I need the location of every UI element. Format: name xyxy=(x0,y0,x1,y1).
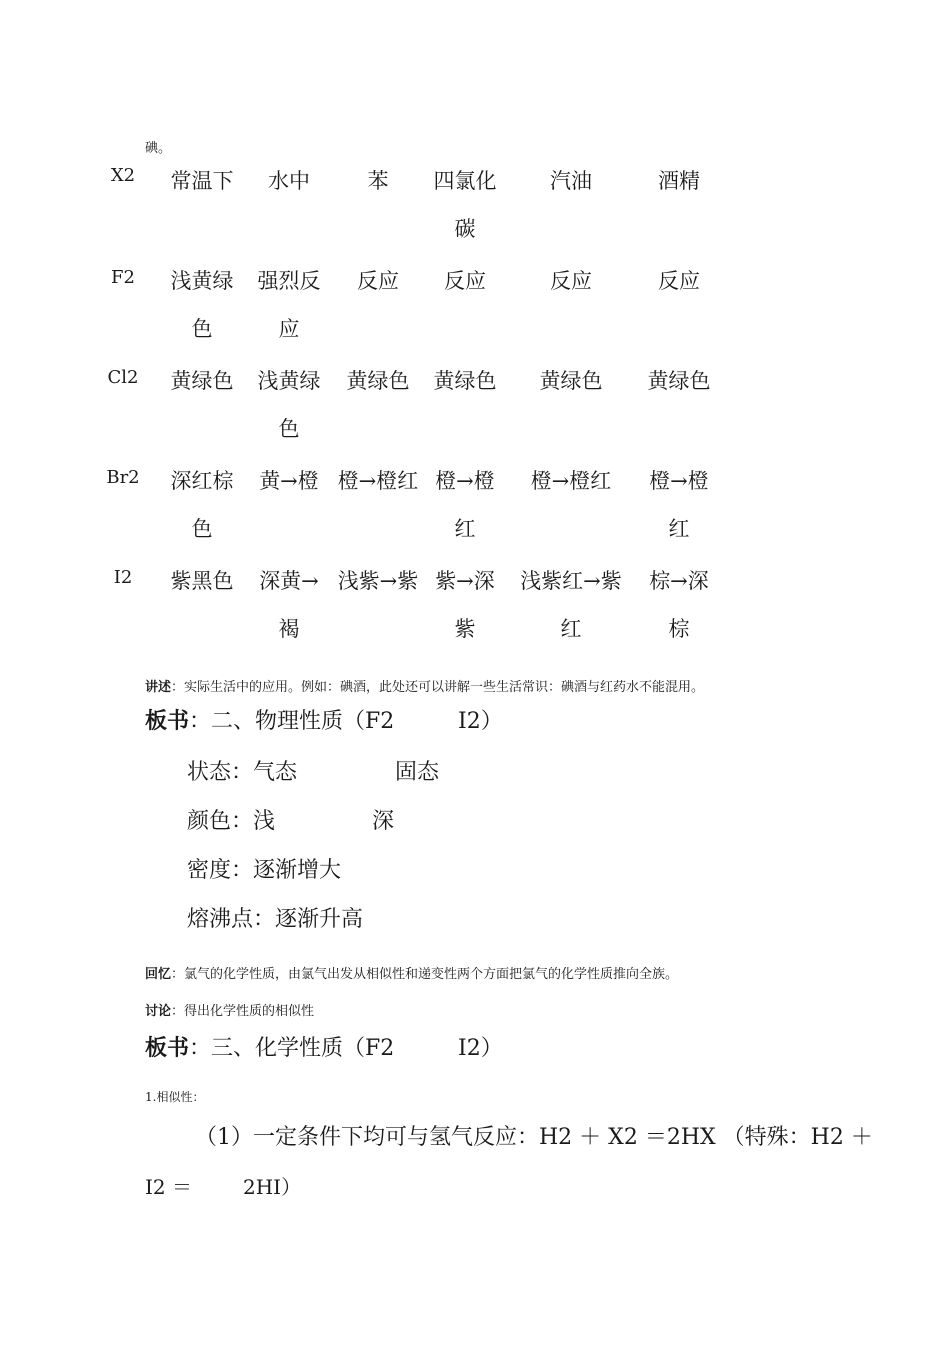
cell-line1: 反应 xyxy=(357,269,399,293)
header-text: 酒精 xyxy=(658,169,700,193)
board1-label: 板书 xyxy=(145,708,190,734)
phys-color-val: 深 xyxy=(372,809,395,834)
similarity-1-line1: （1）一定条件下均可与氢气反应：H2 ＋ X2 ＝2HX （特殊：H2 ＋ xyxy=(195,1125,873,1150)
table-row-label: Br2 xyxy=(106,467,140,488)
cell-line2: 应 xyxy=(278,317,300,341)
header-line1: 四氯化 xyxy=(433,169,497,193)
cell-line1: 黄绿色 xyxy=(539,369,603,393)
phys-melting: 熔沸点：逐渐升高 xyxy=(187,907,364,932)
header-line2: 碳 xyxy=(454,217,476,241)
header-text: 水中 xyxy=(268,169,310,193)
recall-text: ：氯气的化学性质，由氯气出发从相似性和递变性两个方面把氯气的化学性质推向全族。 xyxy=(171,967,679,982)
cell-line2: 红 xyxy=(668,517,690,541)
phys-state-val: 固态 xyxy=(395,760,440,785)
table-header-cell xyxy=(516,165,626,195)
header-label: X2 xyxy=(110,165,136,186)
cell-line1: 黄绿色 xyxy=(647,369,711,393)
cell-line2: 色 xyxy=(191,317,213,341)
cell-line1: 紫→深 xyxy=(435,569,495,593)
phys-density: 密度：逐渐增大 xyxy=(187,858,342,883)
cell-line1: 黄绿色 xyxy=(346,369,410,393)
narrate-line xyxy=(145,676,704,695)
board1-heading xyxy=(145,704,394,735)
cell-line2: 红 xyxy=(454,517,476,541)
intro-text: 碘。 xyxy=(145,141,172,156)
narrate-text: ：实际生活中的应用。例如：碘酒，此处还可以讲解一些生活常识：碘酒与红药水不能混用。 xyxy=(171,680,705,695)
cell-line1: 深红棕 xyxy=(170,469,234,493)
header-text: 汽油 xyxy=(550,169,592,193)
cell-line1: 反应 xyxy=(444,269,486,293)
cell-line1: 反应 xyxy=(550,269,592,293)
table-cell xyxy=(614,565,744,643)
phys-state-key: 状态：气态 xyxy=(187,760,298,785)
board1-text: ：二、物理性质（F2 xyxy=(189,709,395,734)
table-row-label: Cl2 xyxy=(107,367,139,388)
cell-line1: 黄→橙 xyxy=(259,469,319,493)
board2-label: 板书 xyxy=(145,1035,190,1061)
cell-line1: 黄绿色 xyxy=(170,369,234,393)
discuss-line xyxy=(145,1000,314,1019)
board2-tail: I2） xyxy=(458,1036,503,1061)
similarity-1-line2b: 2HI） xyxy=(243,1175,302,1199)
header-text: 常温下 xyxy=(170,169,234,193)
board2-heading xyxy=(145,1031,394,1062)
narrate-label: 讲述 xyxy=(145,680,172,695)
cell-line1: 橙→橙 xyxy=(435,469,495,493)
cell-line1: 浅黄绿 xyxy=(257,369,321,393)
cell-line1: 橙→橙红 xyxy=(337,469,419,493)
board2-text: ：三、化学性质（F2 xyxy=(189,1036,395,1061)
cell-line2: 棕 xyxy=(668,617,690,641)
cell-line1: 强烈反 xyxy=(257,269,321,293)
table-header-cell xyxy=(624,165,734,195)
cell-line1: 紫黑色 xyxy=(170,569,234,593)
cell-line1: 黄绿色 xyxy=(433,369,497,393)
discuss-label: 讨论 xyxy=(145,1004,172,1019)
similarity-title: 1.相似性： xyxy=(145,1090,205,1104)
cell-line2: 褐 xyxy=(278,617,300,641)
cell-line1: 反应 xyxy=(658,269,700,293)
cell-line1: 橙→橙红 xyxy=(530,469,612,493)
board1-tail: I2） xyxy=(458,709,503,734)
table-cell xyxy=(614,365,744,395)
similarity-1-line2a: I2 ＝ xyxy=(145,1175,192,1199)
cell-line1: 深黄→ xyxy=(259,569,319,593)
cell-line1: 浅黄绿 xyxy=(170,269,234,293)
cell-line1: 橙→橙 xyxy=(649,469,709,493)
phys-color-key: 颜色：浅 xyxy=(187,809,276,834)
table-row-label: I2 xyxy=(113,567,133,588)
recall-line xyxy=(145,963,678,982)
cell-line2: 红 xyxy=(560,617,582,641)
cell-line1: 浅紫→紫 xyxy=(337,569,419,593)
table-header-cell xyxy=(410,165,520,243)
table-cell xyxy=(614,465,744,543)
table-cell xyxy=(614,265,744,295)
cell-line2: 色 xyxy=(191,517,213,541)
recall-label: 回忆 xyxy=(145,967,172,982)
discuss-text: ：得出化学性质的相似性 xyxy=(171,1004,315,1019)
header-text: 苯 xyxy=(367,169,389,193)
cell-line1: 浅紫红→紫 xyxy=(520,569,622,593)
cell-line2: 色 xyxy=(278,417,300,441)
table-row-label: F2 xyxy=(111,267,135,288)
cell-line2: 紫 xyxy=(454,617,476,641)
cell-line1: 棕→深 xyxy=(649,569,709,593)
